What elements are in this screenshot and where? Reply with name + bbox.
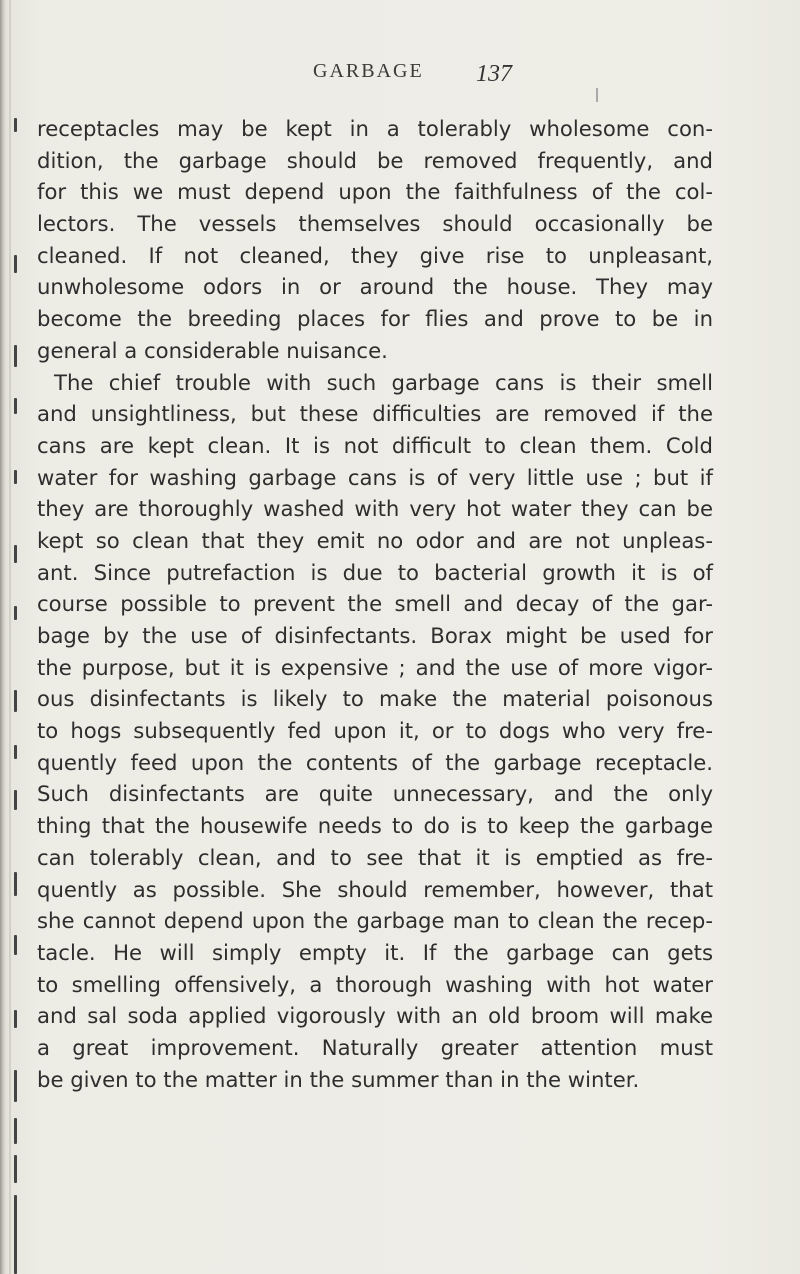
text-line: to hogs subsequently fed upon it, or to dogs who very fre- (37, 718, 713, 744)
running-head-title: GARBAGE (313, 60, 424, 82)
text-line: the purpose, but it is expensive ; and the use of more vigor- (37, 654, 713, 680)
binding-shadow (9, 0, 11, 1274)
text-line: to smelling offensively, a thorough washing with hot water (37, 971, 713, 997)
gutter-mark (14, 1010, 17, 1028)
gutter-mark (14, 690, 17, 712)
text-line: she cannot depend upon the garbage man to clean the recep- (37, 908, 713, 934)
binding-edge (0, 0, 5, 1274)
gutter-mark (14, 872, 17, 896)
text-line: can tolerably clean, and to see that it is emptied as fre- (37, 844, 713, 870)
page-number: 137 (476, 61, 512, 87)
gutter-mark (14, 470, 17, 484)
text-line: lectors. The vessels themselves should occasionally be (37, 211, 713, 237)
gutter-mark (14, 255, 17, 273)
text-line: water for washing garbage cans is of very little use ; but if (37, 464, 713, 490)
text-line: cleaned. If not cleaned, they give rise to unpleasant, (37, 242, 713, 268)
text-line: course possible to prevent the smell and decay of the gar- (37, 591, 713, 617)
gutter-mark (14, 545, 17, 563)
gutter-mark (14, 935, 17, 955)
text-line: they are thoroughly washed with very hot water they can be (37, 496, 713, 522)
text-line: for this we must depend upon the faithfulness of the col- (37, 179, 713, 205)
text-line: ous disinfectants is likely to make the material poisonous (37, 686, 713, 712)
gutter-mark (14, 790, 17, 810)
text-line: unwholesome odors in or around the house. They may (37, 274, 713, 300)
text-line: quently as possible. She should remember, however, that (37, 876, 713, 902)
text-line: quently feed upon the contents of the garbage receptacle. (37, 749, 713, 775)
text-line: The chief trouble with such garbage cans is their smell (54, 369, 713, 395)
text-line: dition, the garbage should be removed frequently, and (37, 147, 713, 173)
text-line: tacle. He will simply empty it. If the garbage can gets (37, 939, 713, 965)
text-line: and unsightliness, but these difficulties are removed if the (37, 401, 713, 427)
text-line: receptacles may be kept in a tolerably wholesome con- (37, 116, 713, 141)
text-line: ant. Since putrefaction is due to bacterial growth it is of (37, 559, 713, 585)
gutter-mark (14, 345, 17, 367)
text-line: general a considerable nuisance. (37, 337, 388, 363)
gutter-mark (14, 1155, 17, 1183)
gutter-mark (14, 1070, 17, 1102)
text-line: thing that the housewife needs to do is to keep the garbage (37, 813, 713, 839)
gutter-mark (14, 118, 17, 132)
text-line: become the breeding places for flies and prove to be in (37, 306, 713, 332)
text-line: a great improvement. Naturally greater attention must (37, 1034, 713, 1060)
text-line: be given to the matter in the summer than in the winter. (37, 1066, 640, 1092)
text-line: and sal soda applied vigorously with an old broom will make (37, 1003, 713, 1029)
gutter-mark (14, 1118, 17, 1144)
running-head (0, 60, 800, 90)
gutter-mark (14, 745, 17, 759)
text-line: cans are kept clean. It is not difficult to clean them. Cold (37, 432, 713, 458)
margin-speck (596, 88, 598, 102)
gutter-mark (14, 398, 17, 414)
text-line: bage by the use of disinfectants. Borax might be used for (37, 623, 713, 648)
gutter-mark (14, 1195, 17, 1274)
text-line: Such disinfectants are quite unnecessary, and the only (37, 781, 713, 807)
body-text (37, 113, 713, 1095)
text-line: kept so clean that they emit no odor and are not unpleas- (37, 527, 713, 553)
gutter-mark (14, 606, 17, 620)
